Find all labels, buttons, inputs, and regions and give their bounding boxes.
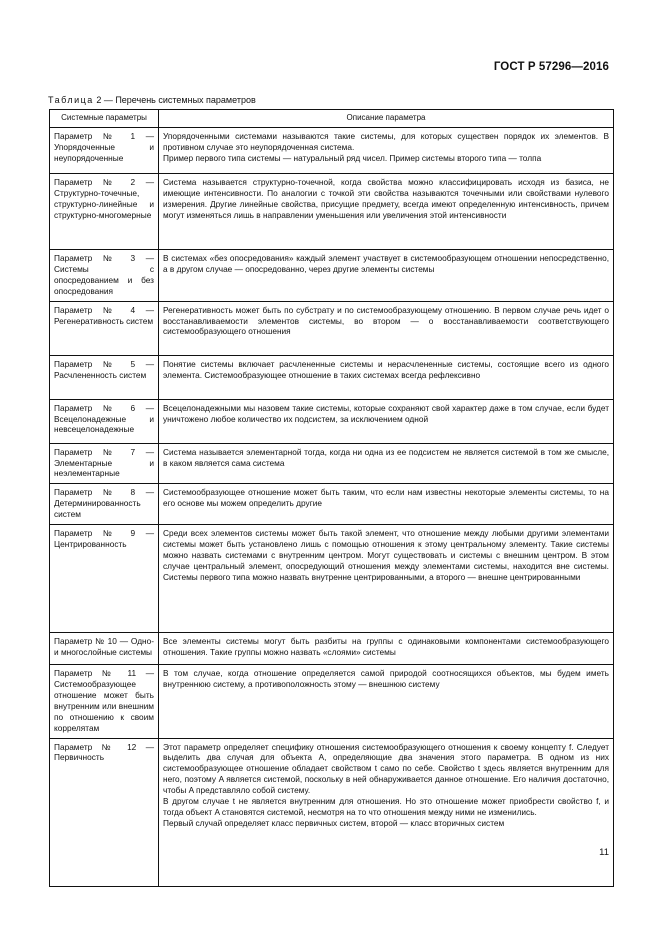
parameter-description-cell: Система называется элементарной тогда, когда ни одна из ее подсистем не является системой в том же смысле, в каком является сама система <box>159 443 614 484</box>
parameter-description-cell: Этот параметр определяет специфику отношения системообразующего отношения к своему концепту f. Следует выделить два случая для объекта A, определяющие два значения этого параметра. В одном из них системообразующее отношение обладает свойством t само по себе. Свойство t здесь является внутренним для него, поэтому A является системой, поскольку в ней обнаруживается данное отношение. Его наличия достаточно, чтобы A представляло собой систему. В другом случае t не является внутренним для отношения. Но это отношение может приобрести свойство f, и тогда объект A становятся системой, несмотря на то что отношения между ними не изменились. Первый случай определяет класс первичных систем, второй — класс вторичных систем <box>159 738 614 886</box>
parameter-name-cell: Параметр № 3 — Системы с опосредованием и без опосредования <box>50 250 159 302</box>
table-row <box>50 738 614 886</box>
table-row <box>50 174 614 250</box>
parameter-description-cell: Регенеративность может быть по субстрату и по системообразующему отношению. В первом случае речь идет о восстанавливаемости элементов системы, во втором — о восстанавливаемости соответствующего системообразующего отношения <box>159 301 614 355</box>
parameter-description-cell: Упорядоченными системами называются такие системы, для которых существен порядок их элементов. В противном случае это неупорядоченная система. Пример первого типа системы — натуральный ряд чисел. Пример системы второго типа — толпа <box>159 128 614 174</box>
parameter-description-cell: Среди всех элементов системы может быть такой элемент, что отношение между любыми другими элементами системы может быть установлено лишь с помощью отношения к этому центральному элементу. Такие системы можно назвать системами с внутренним центром. Могут существовать и системы с внешним центром. В этом случае центральный элемент, опосредующий отношения между элементами системы, находится вне системы. Системы первого типа можно назвать внутренне центрированными, а второго — внешне центрированными <box>159 525 614 633</box>
parameter-description-cell: Система называется структурно-точечной, когда свойства можно классифицировать исходя из базиса, не имеющие интенсивности. По аналогии с точкой эти свойства называются точечными или свойствами нулевого измерения. Другие линейные свойства, присущие предмету, всегда имеют определенную интенсивность, причем могут изменяться лишь в направлении уменьшения или увеличения этой интенсивности <box>159 174 614 250</box>
parameters-table <box>49 109 614 887</box>
parameter-description-cell: Системообразующее отношение может быть таким, что если нам известны некоторые элементы системы, то на его основе мы можем определить другие <box>159 484 614 525</box>
parameter-name-cell: Параметр № 7 — Элементарные и неэлементарные <box>50 443 159 484</box>
parameter-description-cell: Всецелонадежными мы назовем такие системы, которые сохраняют свой характер даже в том случае, если будет уничтожено любое количество их подсистем, за исключением одной <box>159 399 614 443</box>
parameter-name-cell: Параметр № 5 — Расчлененность систем <box>50 355 159 399</box>
table-caption-text: 2 — Перечень системных параметров <box>96 95 256 105</box>
table-row <box>50 301 614 355</box>
parameter-name-cell: Параметр № 6 — Всецелонадежные и невсецелонадежные <box>50 399 159 443</box>
parameter-name-cell: Параметр № 2 — Структурно-точечные, структурно-линейные и структурно-многомерные <box>50 174 159 250</box>
parameter-description-cell: В системах «без опосредования» каждый элемент участвует в системообразующем отношении непосредственно, а в другом случае — опосредованно, через другие элементы системы <box>159 250 614 302</box>
table-row <box>50 355 614 399</box>
parameter-name-cell: Параметр № 9 — Центрированность <box>50 525 159 633</box>
document-header: ГОСТ Р 57296—2016 <box>493 61 609 73</box>
parameter-name-cell: Параметр № 8 — Детерминированность систем <box>50 484 159 525</box>
table-row <box>50 633 614 665</box>
table-row <box>50 484 614 525</box>
column-header-parameters: Системные параметры <box>50 110 159 128</box>
parameter-name-cell: Параметр № 10 — Одно- и многослойные системы <box>50 633 159 665</box>
page-number: 11 <box>599 847 609 858</box>
parameter-description-cell: Все элементы системы могут быть разбиты на группы с одинаковыми компонентами системообразующего отношения. Такие группы можно назвать «слоями» системы <box>159 633 614 665</box>
parameter-name-cell: Параметр № 1 — Упорядоченные и неупорядоченные <box>50 128 159 174</box>
table-row <box>50 399 614 443</box>
table-caption-label: Таблица <box>48 95 94 105</box>
table-row <box>50 665 614 738</box>
parameter-description-cell: Понятие системы включает расчлененные системы и нерасчлененные системы, состоящие всего из одного элемента. Системообразующее отношение в таких системах всегда рефлексивно <box>159 355 614 399</box>
table-caption <box>48 95 256 105</box>
table-row <box>50 250 614 302</box>
parameter-name-cell: Параметр № 4 — Регенеративность систем <box>50 301 159 355</box>
table-row <box>50 128 614 174</box>
table-row <box>50 525 614 633</box>
column-header-description: Описание параметра <box>159 110 614 128</box>
table-header-row <box>50 110 614 128</box>
table-row <box>50 443 614 484</box>
parameter-name-cell: Параметр № 11 — Системообразующее отношение может быть внутренним или внешним по отношению к своим коррелятам <box>50 665 159 738</box>
parameter-description-cell: В том случае, когда отношение определяется самой природой соотносящихся объектов, мы будем иметь внутреннюю систему, а противоположность этому — внешнюю систему <box>159 665 614 738</box>
parameter-name-cell: Параметр № 12 — Первичность <box>50 738 159 886</box>
